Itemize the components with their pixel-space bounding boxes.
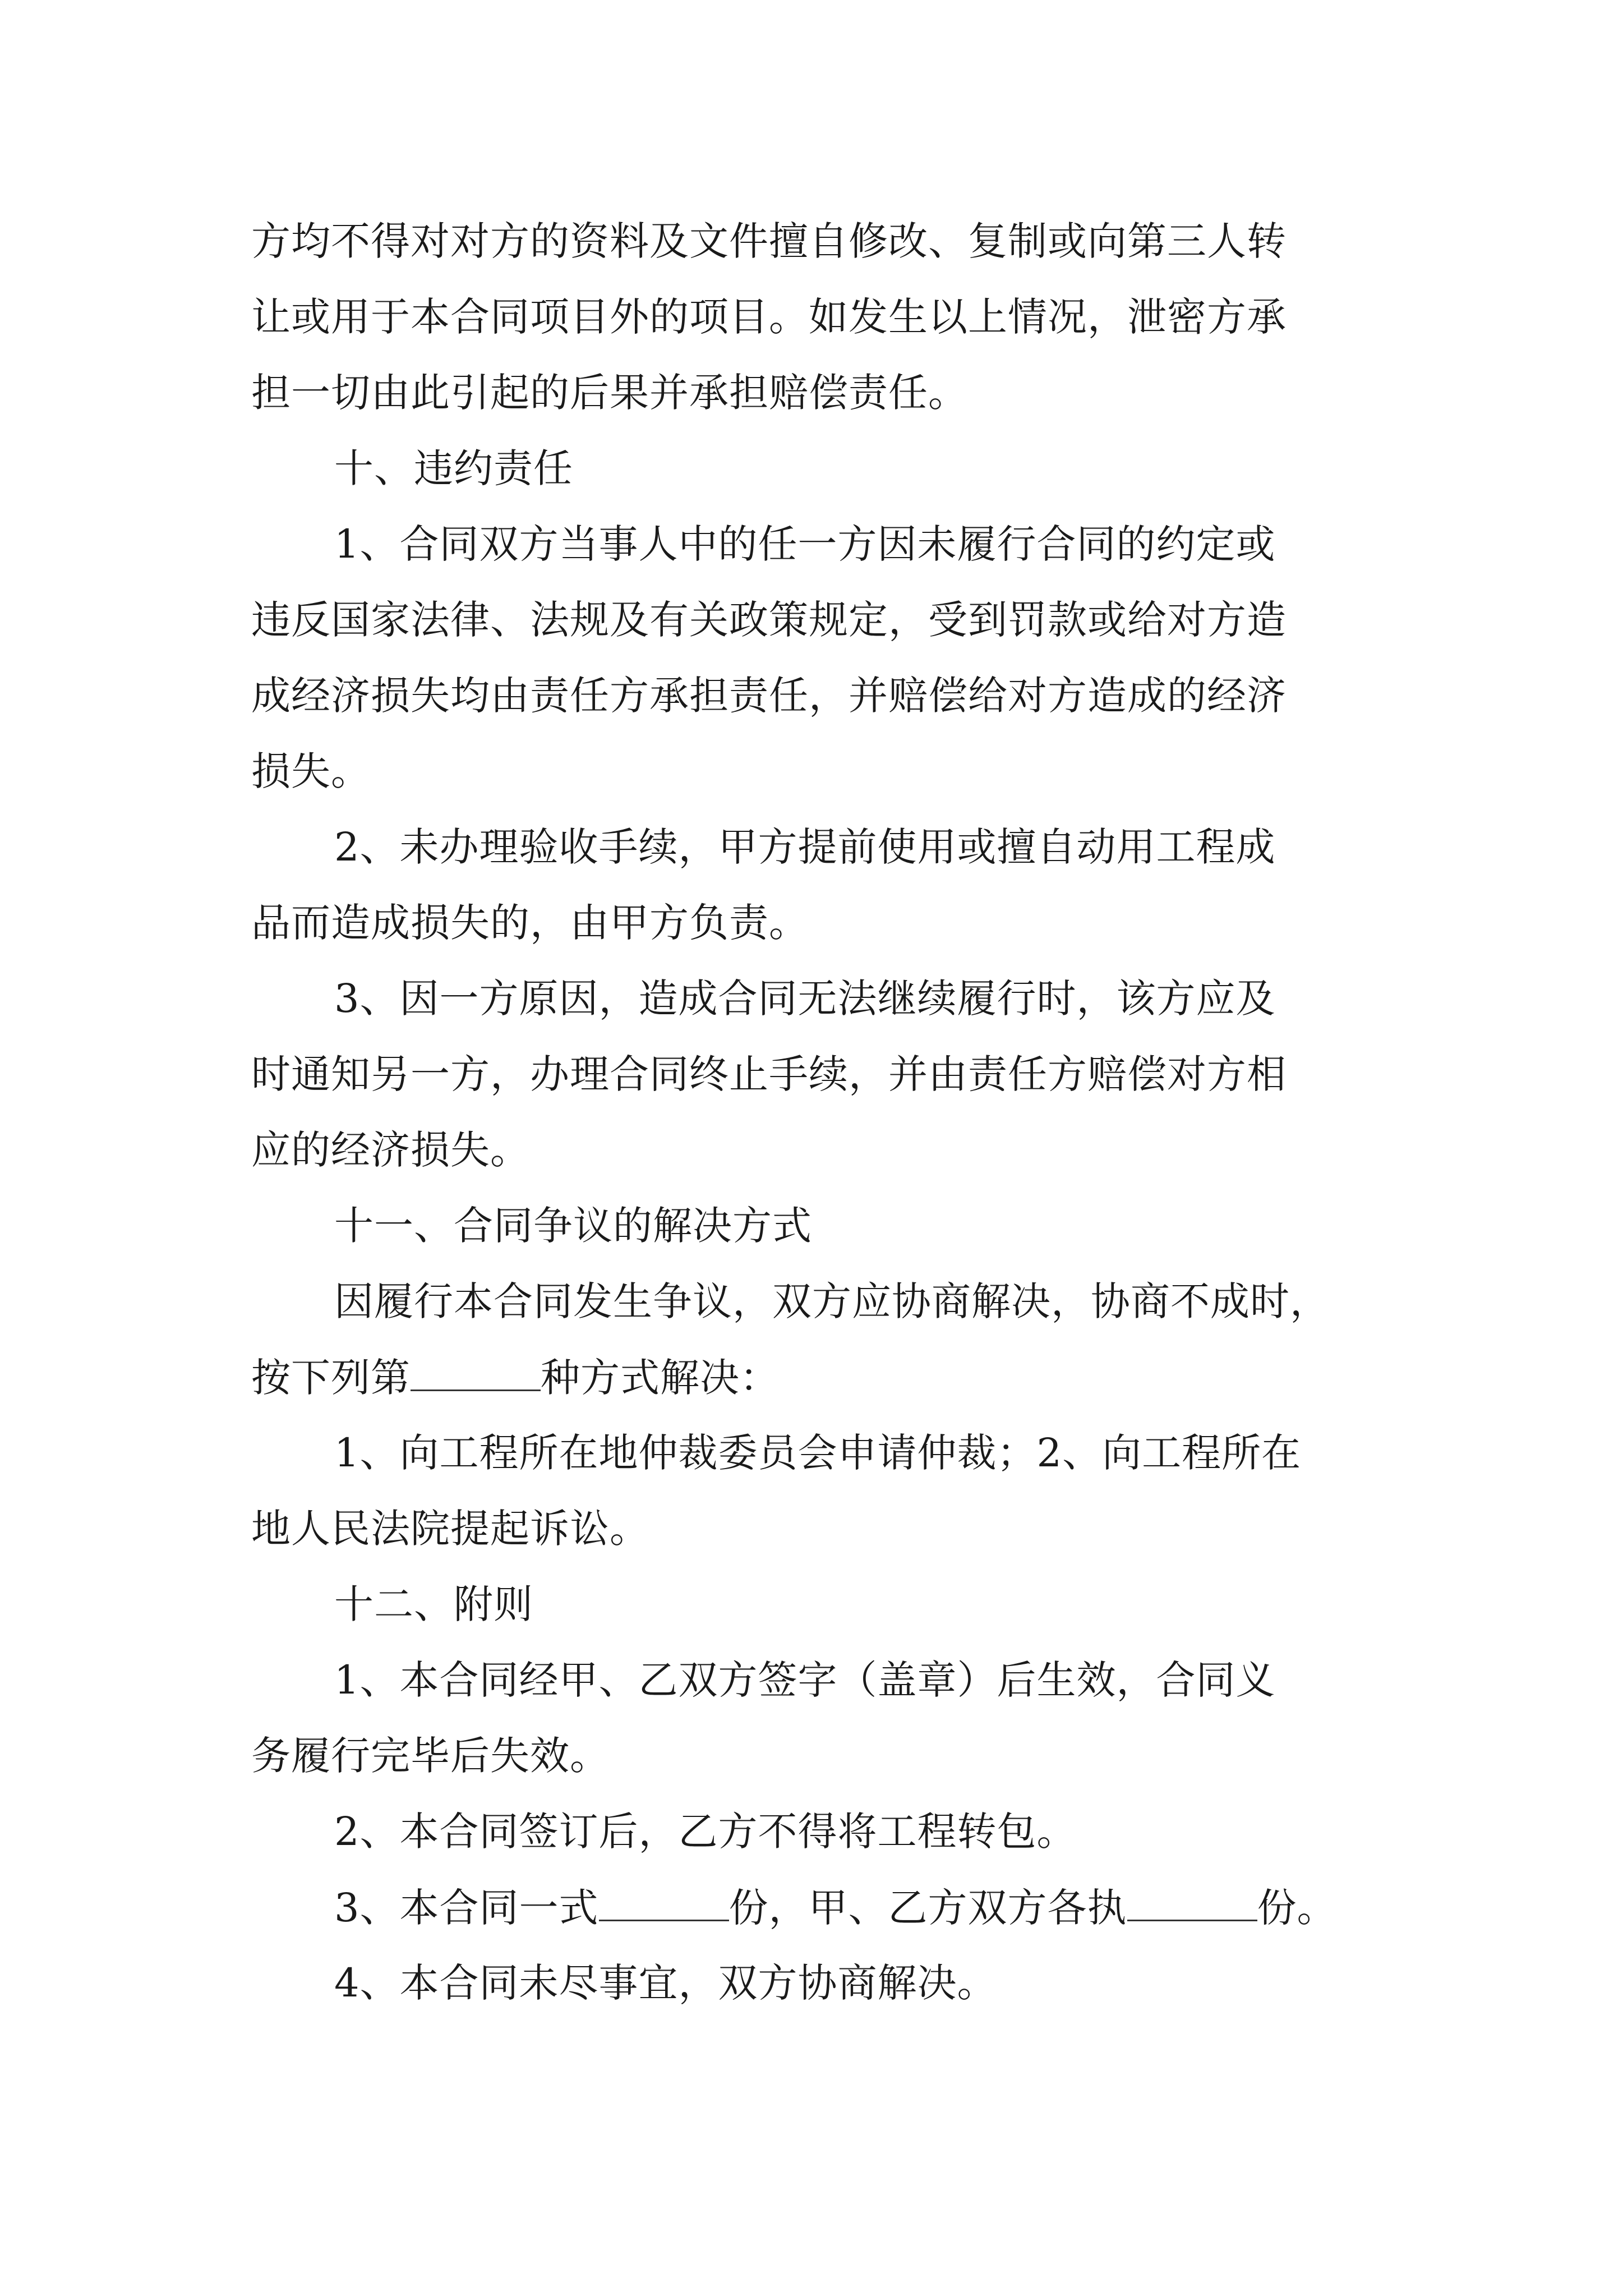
body-line: 品而造成损失的，由甲方负责。 xyxy=(251,900,809,946)
body-line: 成经济损失均由责任方承担责任，并赔偿给对方造成的经济 xyxy=(251,673,1287,719)
body-line: 因履行本合同发生争议，双方应协商解决，协商不成时， xyxy=(334,1278,1330,1324)
body-line: 让或用于本合同项目外的项目。如发生以上情况，泄密方承 xyxy=(251,294,1287,340)
section-heading: 十二、附则 xyxy=(334,1581,533,1627)
fill-in-blank[interactable] xyxy=(411,1355,541,1391)
line-prefix: 按下列第 xyxy=(251,1355,411,1401)
body-line: 4、本合同未尽事宜，双方协商解决。 xyxy=(334,1960,997,2006)
body-line: 损失。 xyxy=(251,748,371,794)
line-middle: 份，甲、乙方双方各执 xyxy=(728,1885,1127,1931)
fill-in-blank[interactable] xyxy=(1127,1885,1257,1921)
line-suffix: 种方式解决： xyxy=(541,1355,780,1401)
body-line: 3、因一方原因，造成合同无法继续履行时，该方应及 xyxy=(334,976,1276,1022)
body-line: 担一切由此引起的后果并承担赔偿责任。 xyxy=(251,370,968,416)
body-line: 方均不得对对方的资料及文件擅自修改、复制或向第三人转 xyxy=(251,218,1287,264)
body-line: 1、本合同经甲、乙双方签字（盖章）后生效，合同义 xyxy=(334,1657,1276,1703)
line-prefix: 3、本合同一式 xyxy=(334,1885,599,1931)
body-line: 1、向工程所在地仲裁委员会申请仲裁；2、向工程所在 xyxy=(334,1430,1302,1476)
body-line: 1、合同双方当事人中的任一方因未履行合同的约定或 xyxy=(334,521,1276,567)
line-suffix: 份。 xyxy=(1257,1885,1337,1931)
body-line: 时通知另一方，办理合同终止手续，并由责任方赔偿对方相 xyxy=(251,1051,1287,1097)
section-heading: 十、违约责任 xyxy=(334,445,573,491)
body-line xyxy=(251,1355,780,1400)
body-line: 地人民法院提起诉讼。 xyxy=(251,1506,649,1552)
body-line: 务履行完毕后失效。 xyxy=(251,1733,610,1779)
section-heading: 十一、合同争议的解决方式 xyxy=(334,1203,812,1249)
body-line: 2、未办理验收手续，甲方提前使用或擅自动用工程成 xyxy=(334,824,1276,870)
fill-in-blank[interactable] xyxy=(599,1885,729,1921)
body-line: 2、本合同签订后，乙方不得将工程转包。 xyxy=(334,1809,1077,1855)
body-line: 应的经济损失。 xyxy=(251,1127,530,1173)
body-line xyxy=(334,1885,1337,1930)
body-line: 违反国家法律、法规及有关政策规定，受到罚款或给对方造 xyxy=(251,597,1287,643)
